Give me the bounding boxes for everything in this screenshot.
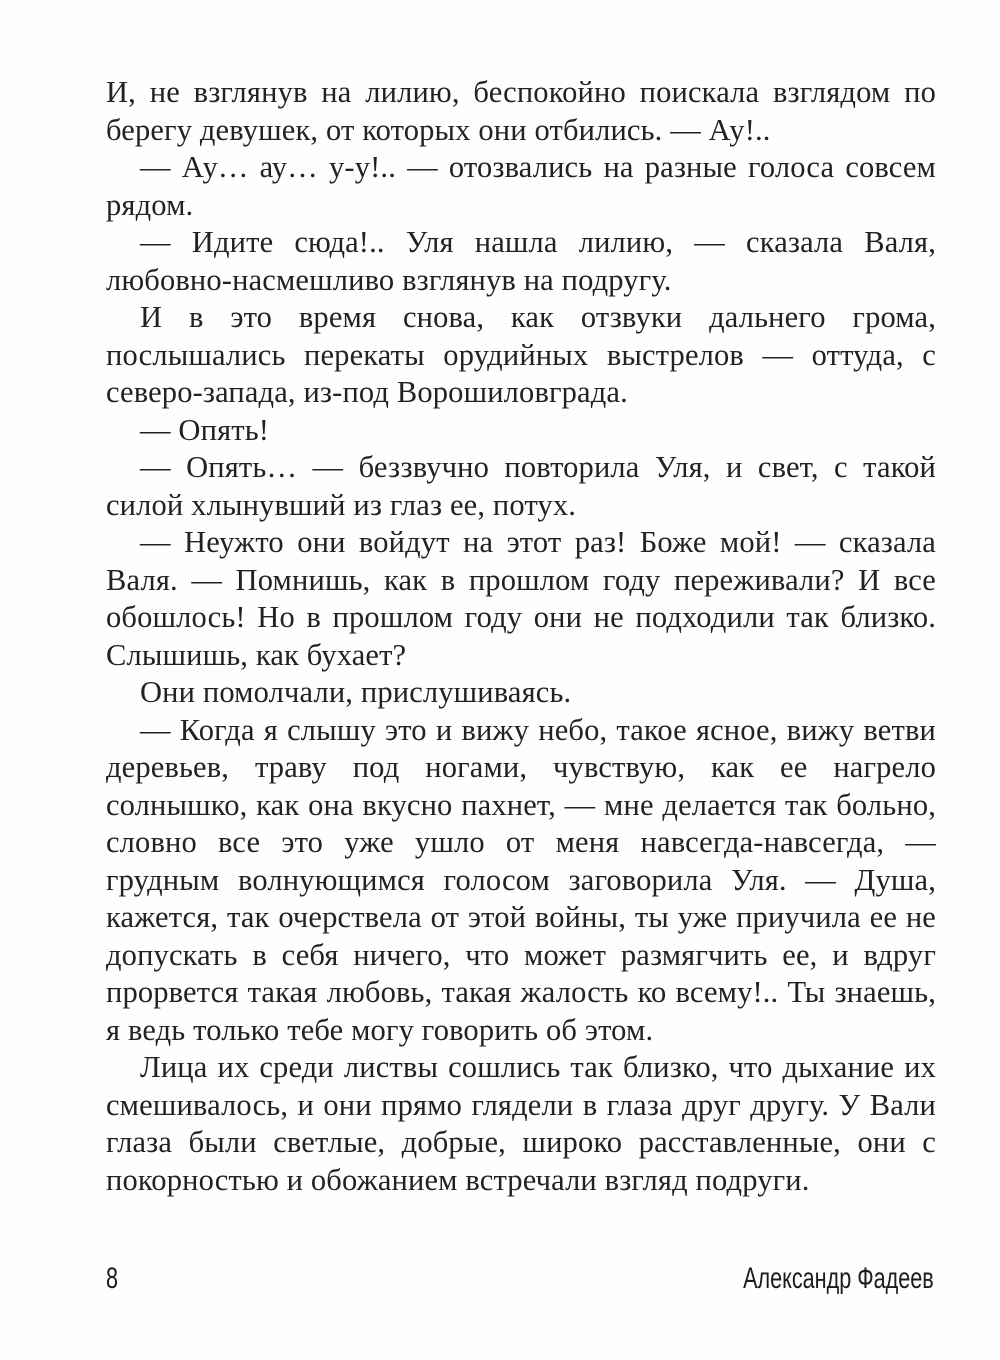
paragraph: И, не взглянув на лилию, беспокойно поискала взглядом по берегу девушек, от которых они отбились. — Ау!.. <box>106 75 936 147</box>
page-body-text <box>106 74 936 1199</box>
paragraph: — Идите сюда!.. Уля нашла лилию, — сказала Валя, любовно-насмешливо взглянув на подругу. <box>106 225 936 297</box>
running-header-author: Александр Фадеев <box>743 1262 934 1295</box>
page-footer <box>106 1262 934 1302</box>
paragraph: — Ау… ау… у-у!.. — отозвались на разные голоса совсем рядом. <box>106 150 936 222</box>
paragraph: И в это время снова, как отзвуки дальнего грома, послышались перекаты орудийных выстрелов — оттуда, с северо-запада, из-под Ворошиловграда. <box>106 300 936 409</box>
paragraph: — Когда я слышу это и вижу небо, такое ясное, вижу ветви деревьев, траву под ногами, чувствую, как ее нагрело солнышко, как она вкусно пахнет, — мне делается так больно, словно все это уже ушло от меня навсегда-навсегда, — грудным волнующимся голосом заговорила Уля. — Душа, кажется, так очерствела от этой войны, ты уже приучила ее не допускать в себя ничего, что может размягчить ее, и вдруг прорвется такая любовь, такая жалость ко всему!.. Ты знаешь, я ведь только тебе могу говорить об этом. <box>106 712 936 1047</box>
paragraph: Они помолчали, прислушиваясь. <box>140 675 572 709</box>
paragraph: — Опять! <box>140 412 270 447</box>
page-number: 8 <box>106 1262 119 1295</box>
paragraph: — Неужто они войдут на этот раз! Боже мой! — сказала Валя. — Помнишь, как в прошлом году переживали? И все обошлось! Но в прошлом году они не подходили так близко. Слышишь, как бухает? <box>106 525 936 672</box>
paragraph: Лица их среди листвы сошлись так близко, что дыхание их смешивалось, и они прямо глядели в глаза друг другу. У Вали глаза были светлые, добрые, широко расставленные, они с покорностью и обожанием встречали взгляд подруги. <box>106 1050 936 1197</box>
paragraph: — Опять… — беззвучно повторила Уля, и свет, с такой силой хлынувший из глаз ее, потух. <box>106 450 936 522</box>
